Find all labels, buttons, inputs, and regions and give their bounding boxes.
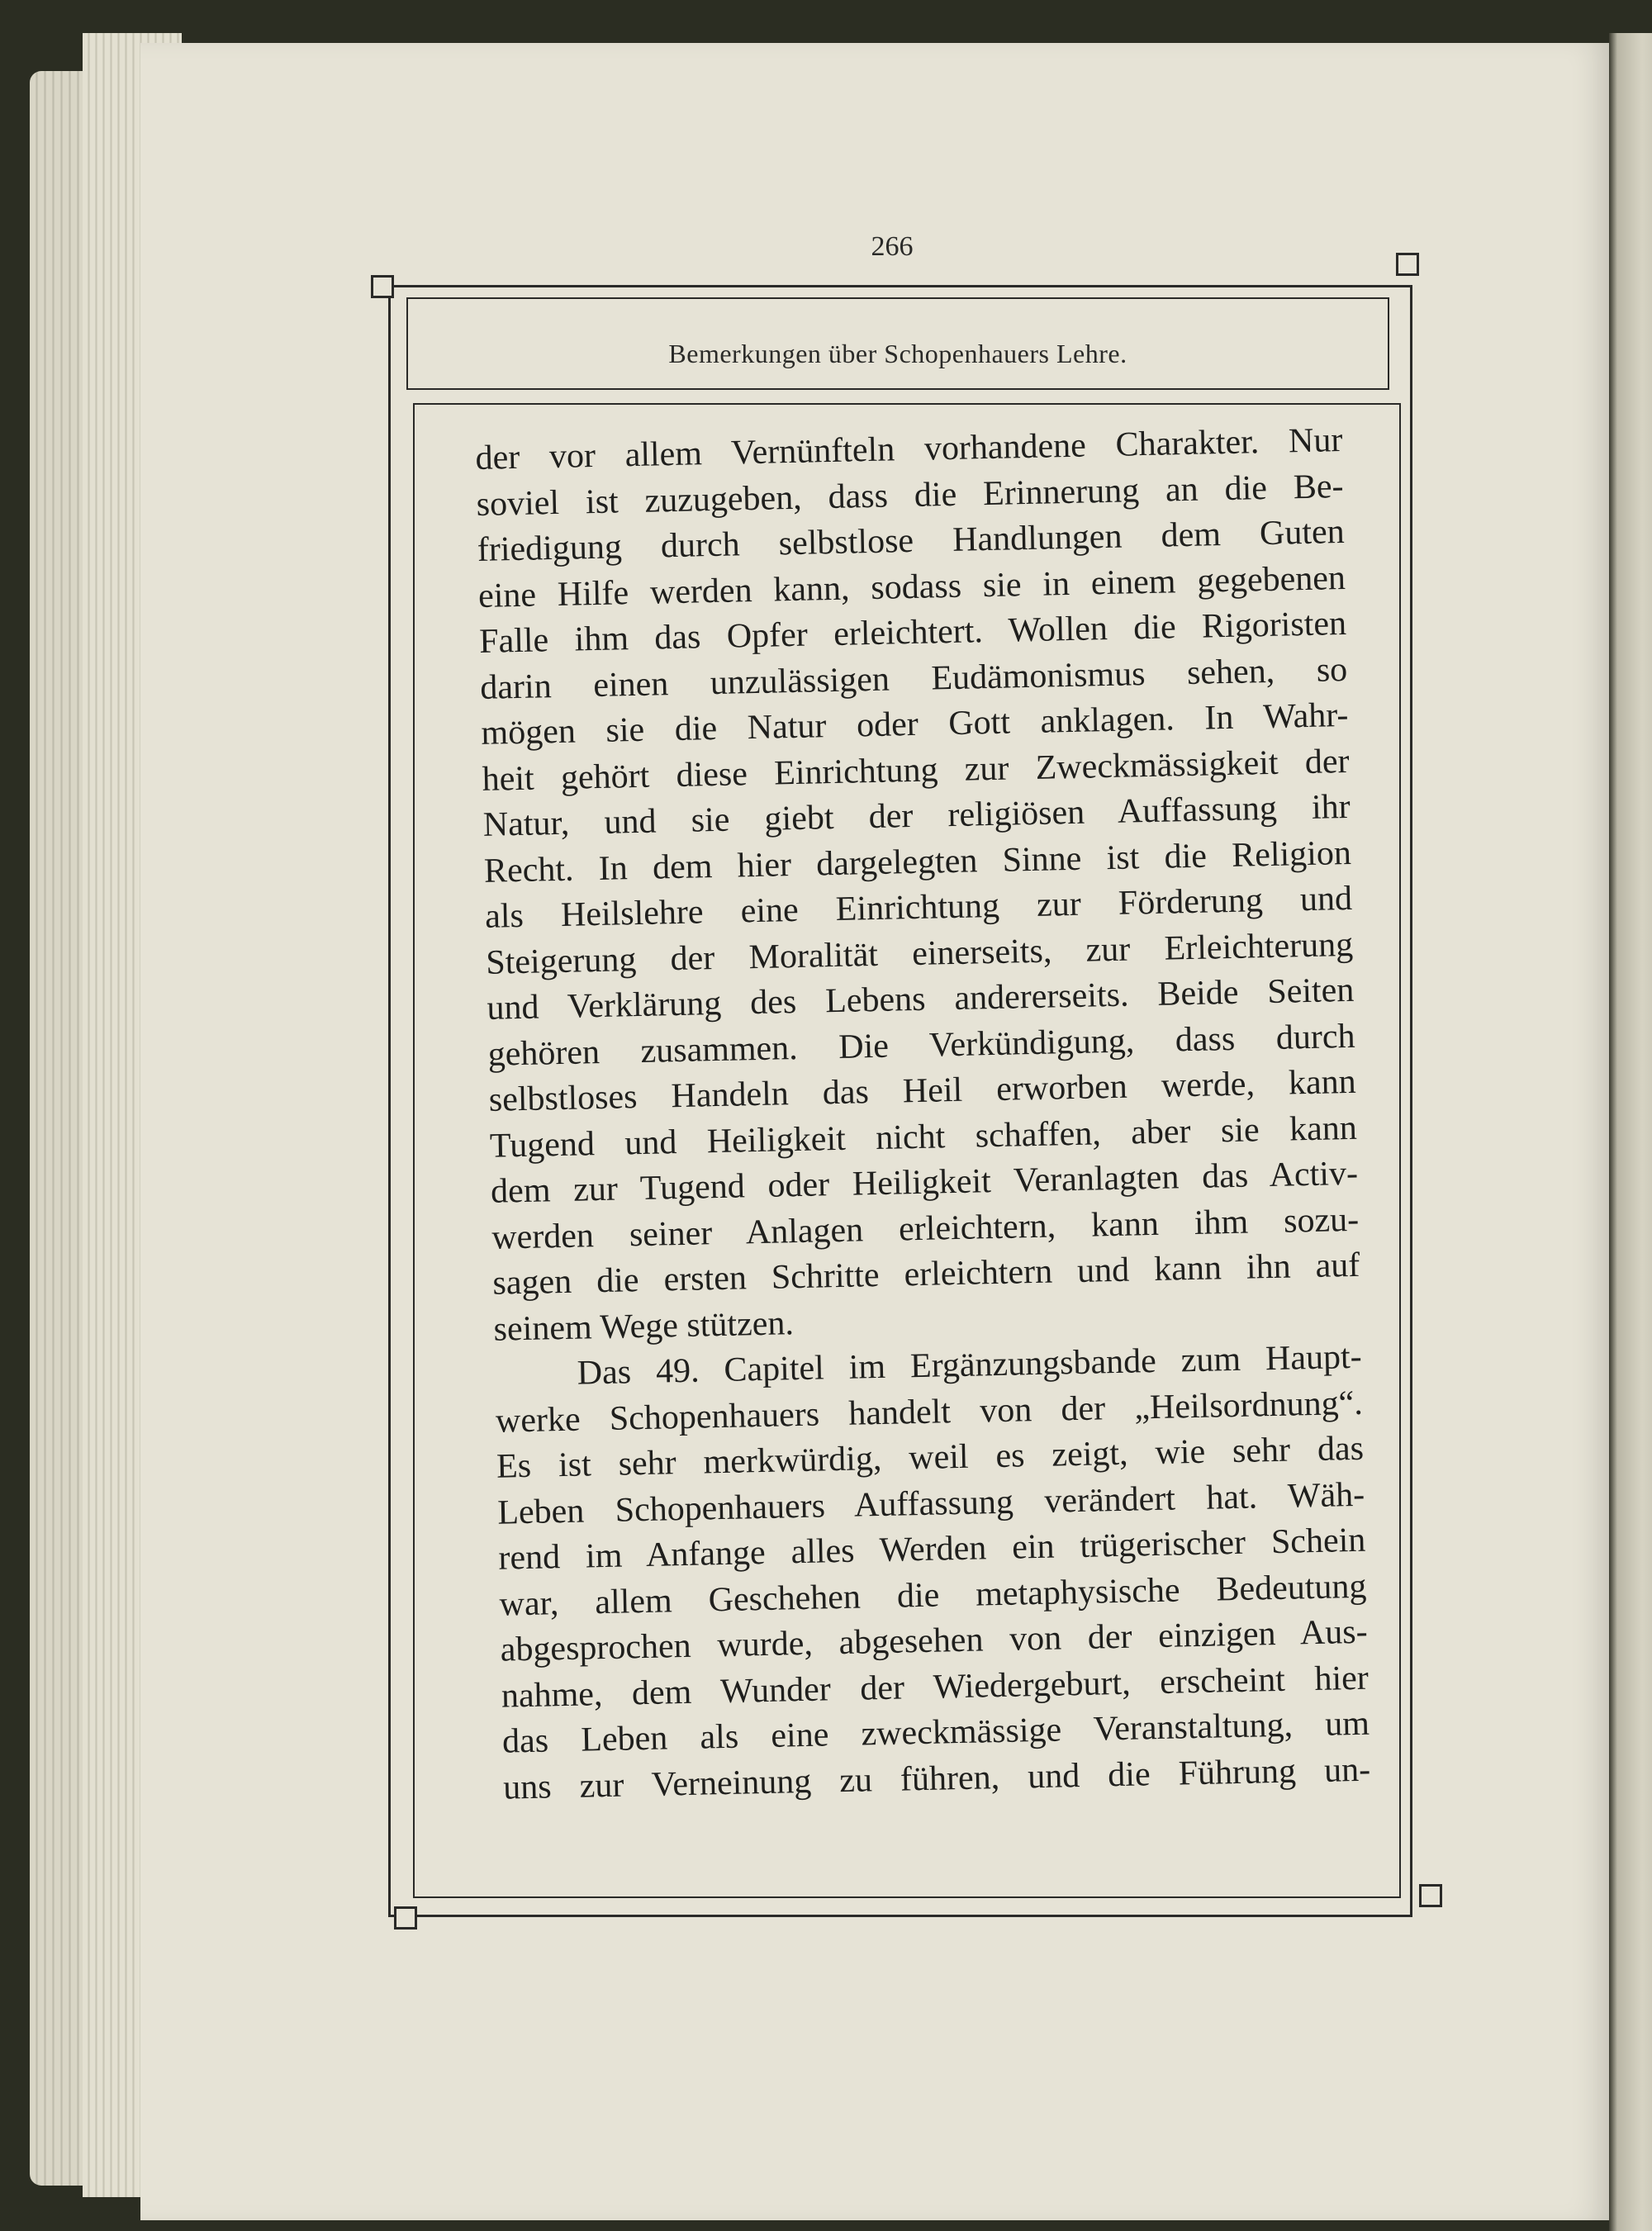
text-line: dem zur Tugend oder Heiligkeit Veranlagten das Activ- [490, 1154, 1359, 1211]
text-line: Leben Schopenhauers Auffassung verändert hat. Wäh- [496, 1475, 1365, 1532]
text-line: war, allem Geschehen die metaphysische Bedeutung [499, 1567, 1367, 1624]
text-line: rend im Anfange alles Werden ein trügerischer Schein [497, 1521, 1366, 1578]
text-line: Steigerung der Moralität einerseits, zur Erleichterung [485, 925, 1354, 982]
frame-corner-ornament [1396, 253, 1419, 276]
text-line: Recht. In dem hier dargelegten Sinne ist die Religion [483, 833, 1352, 890]
text-line: nahme, dem Wunder der Wiedergeburt, erscheint hier [501, 1659, 1370, 1716]
text-line: friedigung durch selbstlose Handlungen dem Guten [477, 512, 1346, 569]
text-line: der vor allem Vernünfteln vorhandene Charakter. Nur [475, 421, 1343, 477]
text-line: Falle ihm das Opfer erleichtert. Wollen die Rigoristen [478, 604, 1347, 661]
text-line: uns zur Verneinung zu führen, und die Führung un- [502, 1750, 1371, 1807]
text-line: seinem Wege stützen. [493, 1303, 795, 1349]
frame-corner-ornament [371, 275, 394, 298]
text-line: abgesprochen wurde, abgesehen von der einzigen Aus- [500, 1612, 1369, 1669]
frame-corner-ornament [394, 1906, 417, 1930]
body-text [475, 418, 1371, 1811]
text-line: Natur, und sie giebt der religiösen Auffassung ihr [482, 787, 1351, 844]
text-line: darin einen unzulässigen Eudämonismus sehen, so [479, 650, 1348, 707]
text-line: sagen die ersten Schritte erleichtern und kann ihn auf [492, 1246, 1360, 1303]
text-line: Es ist sehr merkwürdig, weil es zeigt, wie sehr das [496, 1429, 1365, 1486]
text-line: Das 49. Capitel im Ergänzungsbande zum Haupt- [577, 1337, 1363, 1393]
text-line: eine Hilfe werden kann, sodass sie in einem gegebenen [477, 558, 1346, 615]
text-line: als Heilslehre eine Einrichtung zur Förderung und [484, 879, 1353, 936]
text-line: selbstloses Handeln das Heil erworben werde, kann [488, 1062, 1357, 1119]
facing-page-edge [1609, 33, 1652, 2231]
page-number: 266 [871, 231, 914, 262]
text-line: und Verklärung des Lebens andererseits. Beide Seiten [487, 971, 1355, 1028]
text-line: Tugend und Heiligkeit nicht schaffen, aber sie kann [489, 1108, 1358, 1165]
text-line: heit gehört diese Einrichtung zur Zweckmässigkeit der [482, 742, 1350, 799]
text-line: das Leben als eine zweckmässige Veranstaltung, um [501, 1704, 1370, 1761]
running-head: Bemerkungen über Schopenhauers Lehre. [668, 339, 1127, 368]
frame-corner-ornament [1419, 1884, 1442, 1907]
text-line: mögen sie die Natur oder Gott anklagen. In Wahr- [481, 695, 1349, 752]
running-head-box [406, 297, 1389, 390]
text-line: werden seiner Anlagen erleichtern, kann ihm sozu- [491, 1200, 1360, 1257]
text-line: werke Schopenhauers handelt von der „Heilsordnung“. [495, 1384, 1364, 1441]
text-line: soviel ist zuzugeben, dass die Erinnerung an die Be- [476, 467, 1344, 524]
text-line: gehören zusammen. Die Verkündigung, dass durch [487, 1017, 1355, 1074]
